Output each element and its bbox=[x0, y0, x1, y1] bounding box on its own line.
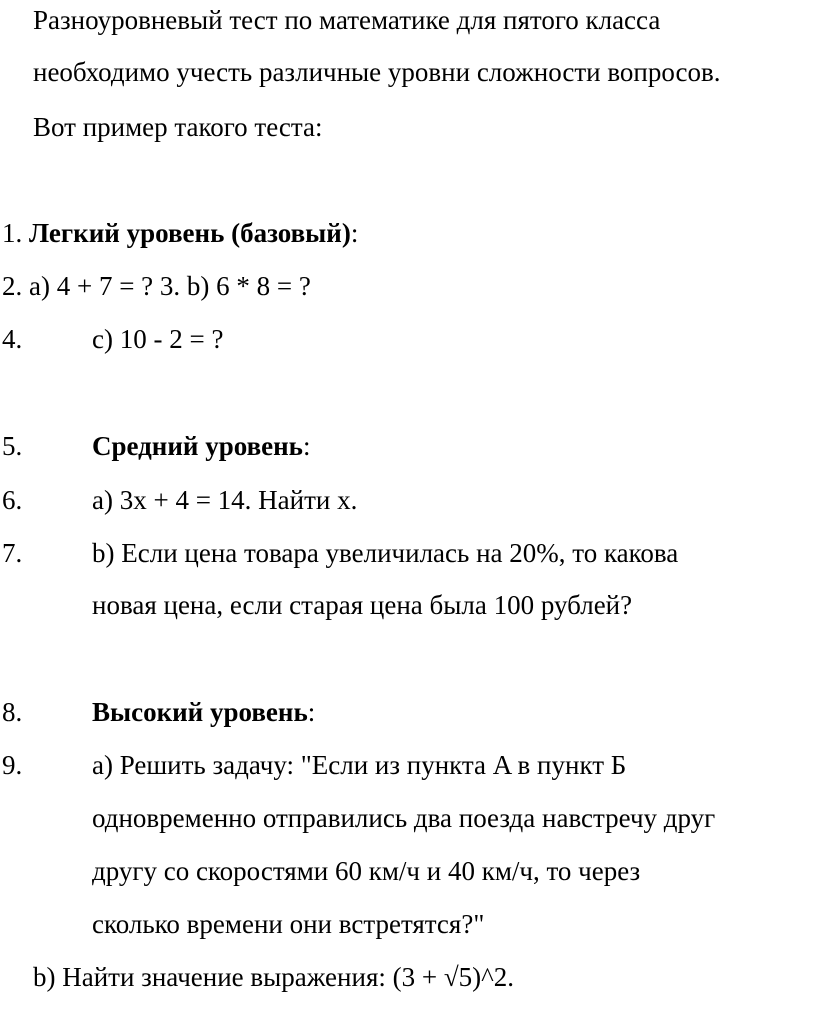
list-text: a) 3x + 4 = 14. Найти x. bbox=[92, 485, 358, 515]
list-item-2 bbox=[2, 271, 311, 302]
list-text-continued: новая цена, если старая цена была 100 рублей? bbox=[92, 590, 633, 620]
section-heading-high: Высокий уровень bbox=[92, 697, 308, 727]
list-number: 2. bbox=[2, 271, 23, 301]
list-number: 6. bbox=[2, 485, 23, 515]
list-text: c) 10 - 2 = ? bbox=[92, 324, 224, 354]
list-item-1: 1. Легкий уровень (базовый): bbox=[2, 218, 359, 248]
section-heading-medium: Средний уровень bbox=[92, 431, 303, 461]
list-item-8: Высокий уровень: bbox=[92, 697, 316, 727]
list-text: b) Найти значение выражения: (3 + √5)^2. bbox=[33, 962, 515, 992]
list-text: b) Если цена товара увеличилась на 20%, то какова bbox=[92, 538, 679, 568]
list-text-continued: сколько времени они встретятся?" bbox=[92, 909, 485, 939]
list-number: 5. bbox=[2, 431, 23, 461]
list-number: 1. bbox=[2, 218, 23, 248]
intro-line-2: необходимо учесть различные уровни сложности вопросов. bbox=[33, 57, 721, 87]
intro-line-3: Вот пример такого теста: bbox=[33, 112, 323, 142]
list-item-5: Средний уровень: bbox=[92, 431, 311, 461]
list-number: 8. bbox=[2, 697, 23, 727]
intro-line-1: Разноуровневый тест по математике для пятого класса bbox=[33, 5, 661, 35]
list-text-continued: другу со скоростями 60 км/ч и 40 км/ч, то через bbox=[92, 856, 641, 886]
list-text: a) 4 + 7 = ? 3. b) 6 * 8 = ? bbox=[29, 271, 311, 301]
list-number: 7. bbox=[2, 538, 23, 568]
list-number: 4. bbox=[2, 324, 23, 354]
section-heading-easy: Легкий уровень (базовый) bbox=[29, 218, 351, 248]
list-text: a) Решить задачу: "Если из пункта A в пункт Б bbox=[92, 750, 627, 780]
list-number: 9. bbox=[2, 750, 23, 780]
list-text-continued: одновременно отправились два поезда навстречу друг bbox=[92, 803, 716, 833]
